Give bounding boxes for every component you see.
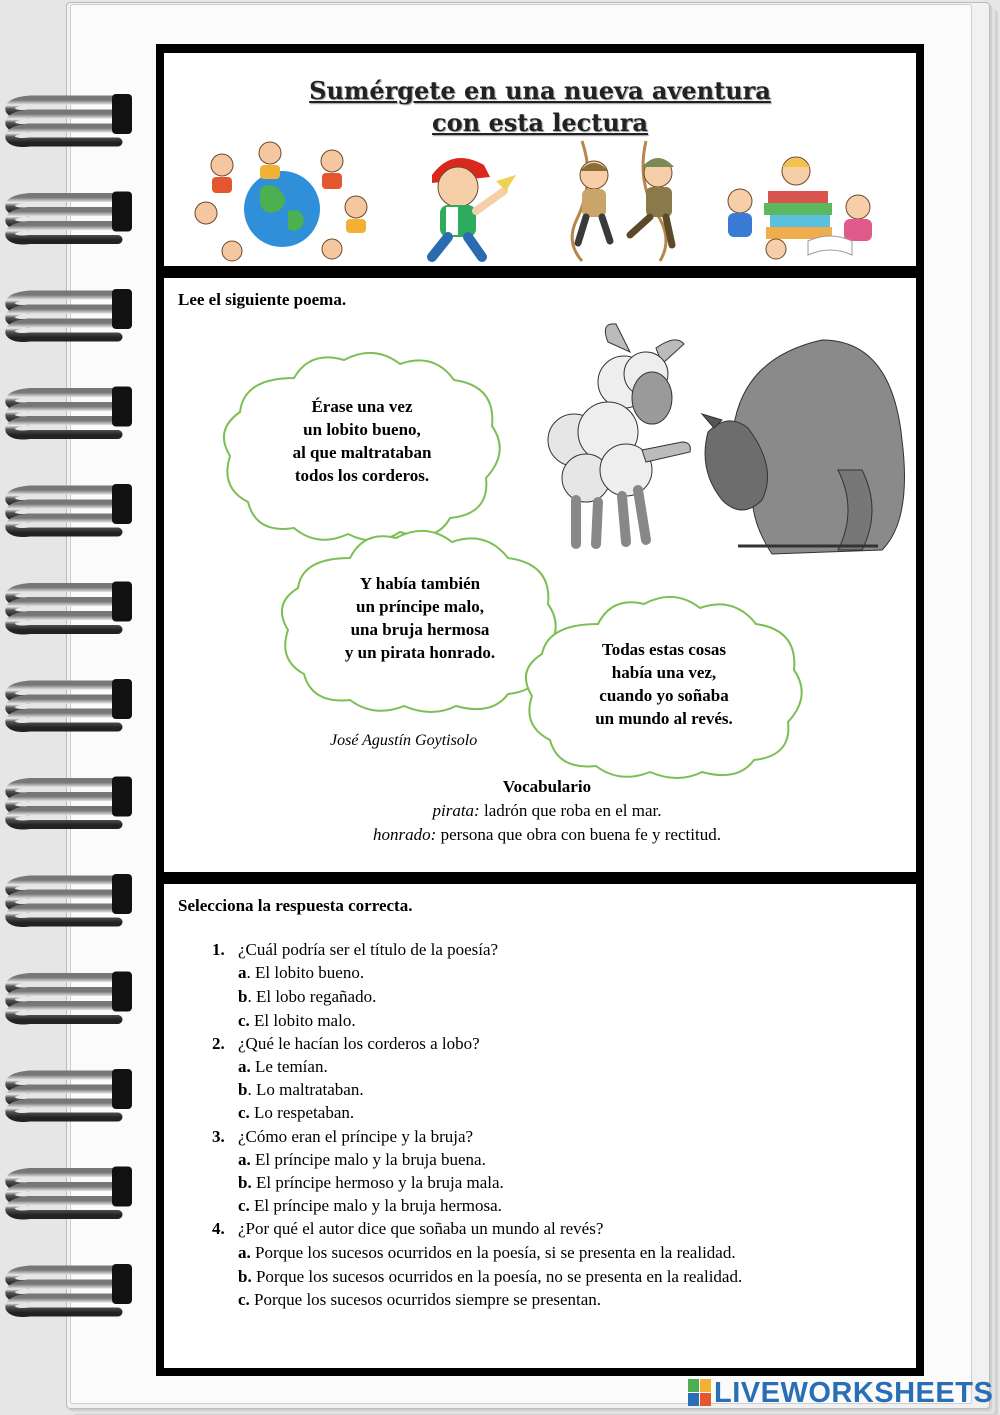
question-text: ¿Qué le hacían los corderos a lobo? [238, 1034, 480, 1053]
stanza-2-line-3: una bruja hermosa [350, 620, 490, 639]
stanza-2-line-2: un príncipe malo, [356, 597, 484, 616]
option-letter: c. [238, 1103, 250, 1122]
spiral-ring [10, 972, 132, 1021]
lamb-illustration [548, 324, 690, 544]
question-text: ¿Cómo eran el príncipe y la bruja? [238, 1127, 474, 1146]
vocab-definition: persona que obra con buena fe y rectitud. [436, 825, 721, 844]
option-text: Porque los sucesos ocurridos en la poesía, si se presenta en la realidad. [250, 1243, 736, 1262]
spiral-ring [10, 1264, 132, 1313]
poem-author: José Agustín Goytisolo [330, 732, 478, 749]
cloud-stanza-3 [516, 584, 812, 784]
option-text: El príncipe malo y la bruja buena. [250, 1150, 486, 1169]
question-number: 2. [212, 1034, 225, 1053]
spiral-binding [0, 0, 140, 1415]
option-text: Porque los sucesos ocurridos siempre se presentan. [249, 1290, 602, 1309]
climbing-kids-illustration [542, 137, 702, 265]
question-4 [212, 1219, 603, 1239]
stanza-3-text [516, 638, 812, 730]
spiral-ring [10, 1069, 132, 1118]
q1-option-a[interactable] [238, 963, 364, 983]
q4-option-a[interactable] [238, 1243, 736, 1263]
question-3 [212, 1127, 473, 1147]
option-letter: b. [238, 1267, 252, 1286]
q2-option-a[interactable] [238, 1057, 328, 1077]
stanza-1-line-3: al que maltrataban [292, 443, 432, 462]
title-line-2: con esta lectura [432, 108, 648, 137]
liveworksheets-watermark [688, 1376, 994, 1410]
header-panel [164, 53, 916, 266]
option-text: El príncipe hermoso y la bruja mala. [251, 1173, 504, 1192]
option-letter: b. [238, 1173, 252, 1192]
option-letter: b [238, 987, 248, 1006]
option-letter: c. [238, 1011, 250, 1030]
option-sep: . [246, 963, 251, 982]
poem-instruction: Lee el siguiente poema. [178, 290, 347, 309]
lamb-and-wolf-illustration [538, 320, 908, 570]
kids-around-globe-illustration [192, 141, 372, 263]
vocab-definition: ladrón que roba en el mar. [479, 801, 662, 820]
option-letter: a. [238, 1243, 251, 1262]
option-text: Le temían. [250, 1057, 328, 1076]
stanza-3-line-2: había una vez, [611, 663, 717, 682]
spiral-ring [10, 582, 132, 631]
option-text: El lobo regañado. [251, 987, 377, 1006]
option-letter: a. [238, 1150, 251, 1169]
question-number: 1. [212, 940, 225, 959]
option-letter: c. [238, 1290, 250, 1309]
wolf-illustration [702, 340, 905, 554]
option-letter: c. [238, 1196, 250, 1215]
title-line-1: Sumérgete en una nueva aventura [309, 76, 771, 105]
spiral-ring [10, 289, 132, 338]
stanza-1-line-4: todos los corderos. [294, 466, 430, 485]
option-text: El lobito bueno. [250, 963, 365, 982]
vocab-term: honrado: [373, 825, 437, 844]
option-letter: b [238, 1080, 248, 1099]
question-number: 3. [212, 1127, 225, 1146]
q3-option-b[interactable] [238, 1173, 504, 1193]
option-letter: a. [238, 1057, 251, 1076]
spiral-ring [10, 484, 132, 533]
quiz-panel [164, 884, 916, 1368]
spiral-ring [10, 94, 132, 143]
q3-option-a[interactable] [238, 1150, 486, 1170]
q4-option-c[interactable] [238, 1290, 601, 1310]
poem-panel [164, 278, 916, 872]
q2-option-b[interactable] [238, 1080, 364, 1100]
liveworksheets-logo-icon [688, 1379, 712, 1407]
vocab-entry-honrado [164, 825, 930, 845]
spiral-ring [10, 192, 132, 241]
option-text: El príncipe malo y la bruja hermosa. [249, 1196, 502, 1215]
q3-option-c[interactable] [238, 1196, 502, 1216]
stanza-2-line-4: y un pirata honrado. [344, 643, 496, 662]
stanza-3-line-4: un mundo al revés. [595, 709, 733, 728]
question-2 [212, 1034, 480, 1054]
question-1 [212, 940, 498, 960]
spiral-ring [10, 874, 132, 923]
page-title [164, 75, 916, 139]
question-text: ¿Por qué el autor dice que soñaba un mundo al revés? [238, 1219, 604, 1238]
stanza-3-line-1: Todas estas cosas [601, 640, 727, 659]
q1-option-b[interactable] [238, 987, 376, 1007]
stanza-3-line-3: cuando yo soñaba [599, 686, 729, 705]
spiral-ring [10, 679, 132, 728]
stanza-1-line-1: Érase una vez [311, 397, 413, 416]
q1-option-c[interactable] [238, 1011, 356, 1031]
option-sep: . [247, 987, 252, 1006]
stanza-1-line-2: un lobito bueno, [303, 420, 421, 439]
option-text: El lobito malo. [249, 1011, 356, 1030]
stanza-1-text [214, 395, 510, 487]
option-text: Porque los sucesos ocurridos en la poesía, no se presenta en la realidad. [251, 1267, 743, 1286]
spiral-ring [10, 387, 132, 436]
option-text: Lo respetaban. [249, 1103, 355, 1122]
running-boy-illustration [412, 145, 522, 263]
option-text: Lo maltrataban. [251, 1080, 364, 1099]
spiral-ring [10, 777, 132, 826]
vocabulary-title: Vocabulario [502, 777, 592, 796]
kids-reading-illustration [716, 141, 896, 261]
question-text: ¿Cuál podría ser el título de la poesía? [238, 940, 499, 959]
stanza-2-line-1: Y había también [359, 574, 481, 593]
question-number: 4. [212, 1219, 225, 1238]
vocab-entry-pirata [164, 801, 930, 821]
worksheet-frame [156, 44, 924, 1376]
option-letter: a [238, 963, 247, 982]
watermark-text: LIVEWORKSHEETS [714, 1377, 994, 1409]
spiral-ring [10, 1167, 132, 1216]
q2-option-c[interactable] [238, 1103, 354, 1123]
quiz-instruction: Selecciona la respuesta correcta. [178, 896, 413, 915]
option-sep: . [247, 1080, 252, 1099]
q4-option-b[interactable] [238, 1267, 742, 1287]
vocab-term: pirata: [432, 801, 480, 820]
